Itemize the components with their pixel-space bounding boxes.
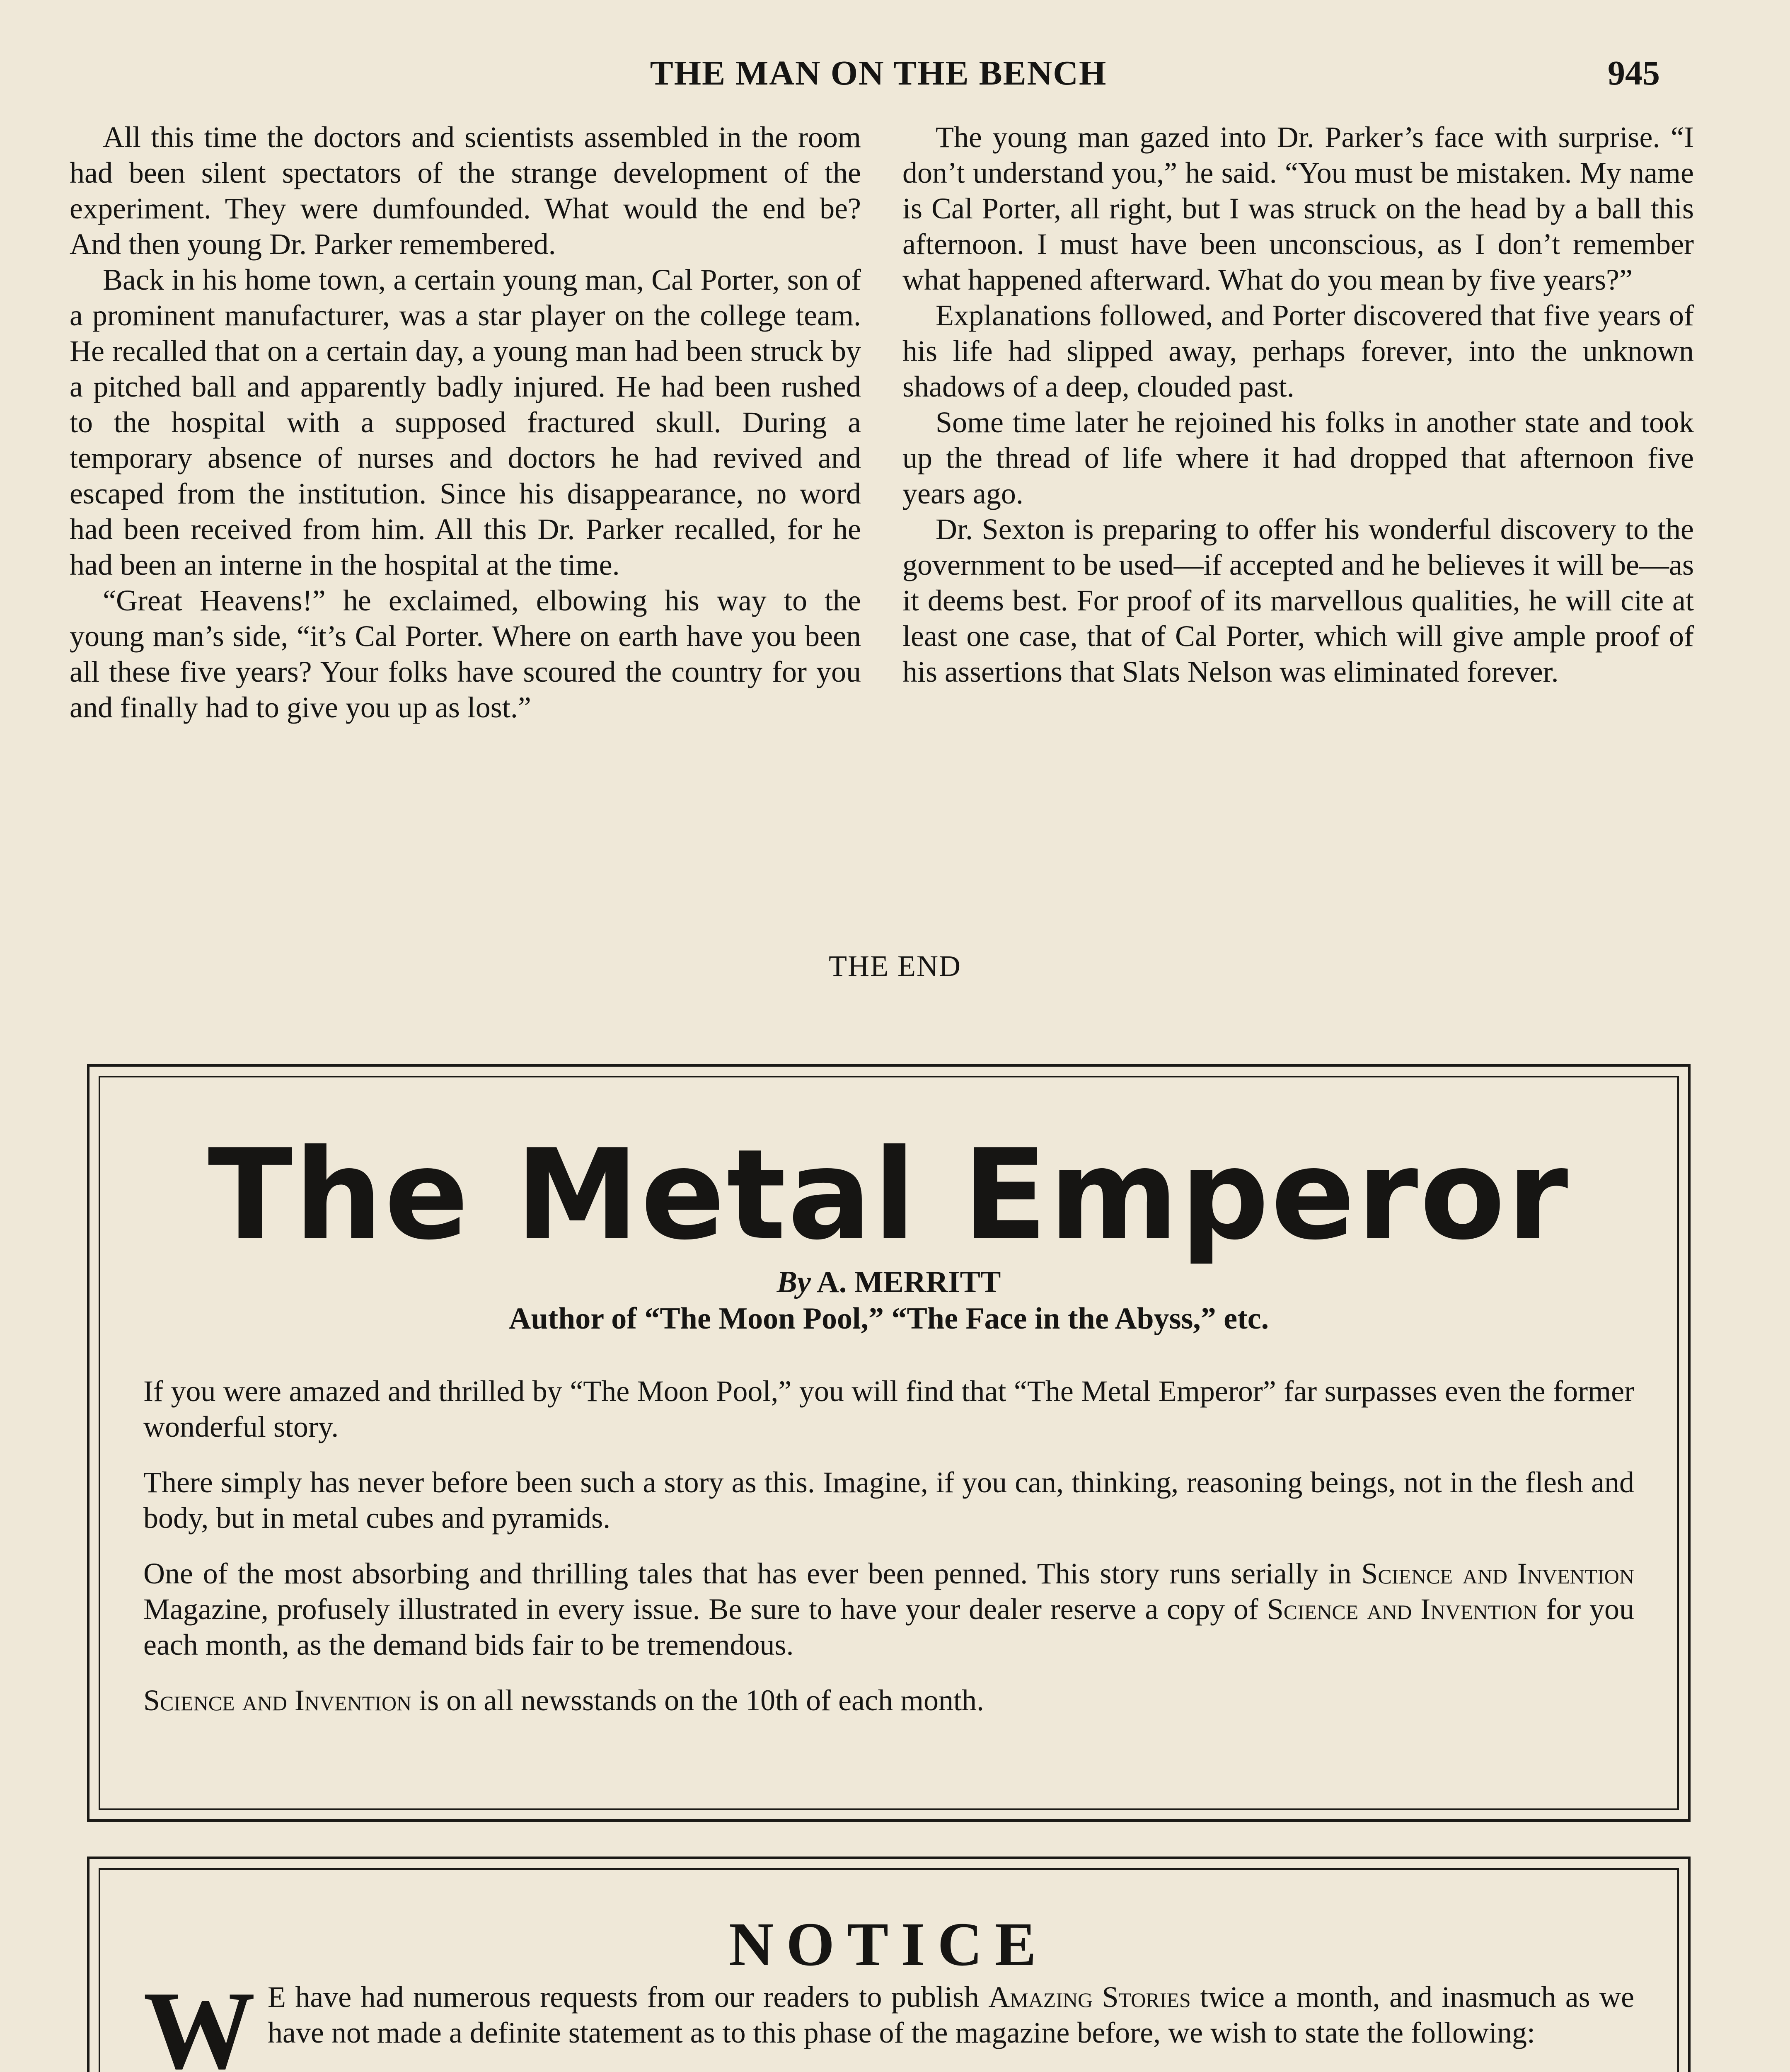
story-paragraph: Back in his home town, a certain young man, Cal Porter, son of a prominent manufacturer, was a star player on the college team. He recalled that on a certain day, a young man had been struck by a pitched ball and apparently badly injured. He had been rushed to the hospital with a supposed fractured skull. During a temporary absence of nurses and doctors he had revived and escaped from the institution. Since his disappearance, no word had been received from him. All this Dr. Parker recalled, for he had been an interne in the hospital at the time. <box>70 263 861 581</box>
metal-emperor-advert <box>87 1064 1691 1822</box>
magazine-name: Amazing Stories <box>988 1980 1191 2014</box>
text-run: Magazine, profusely illustrated in every issue. Be sure to have your dealer reserve a copy of <box>143 1593 1258 1626</box>
text-run: twice a month, and inasmuch as we have not made a definite statement as to this phase of the magazine before, we wish to state the following: <box>268 1980 1635 2049</box>
notice-body <box>143 1968 1635 2072</box>
magazine-name: Science and Invention <box>1267 1593 1538 1626</box>
notice-paragraph <box>143 2070 1634 2072</box>
advert-author-of: Author of “The Moon Pool,” “The Face in the Abyss,” etc. <box>508 1302 1269 1336</box>
story-paragraph: The young man gazed into Dr. Parker’s face with surprise. “I don’t understand you,” he said. “You must be mistaken. My name is Cal Porter, all right, but I was struck on the head by a ball this afternoon. I must have been unconscious, as I don’t remember what happened afterward. What do you mean by five years?” <box>902 121 1694 296</box>
editor-notice <box>87 1857 1691 2072</box>
running-head-title: THE MAN ON THE BENCH <box>650 54 1107 92</box>
text-run: is on all newsstands on the 10th of each month. <box>419 1684 984 1717</box>
running-head <box>0 53 1790 99</box>
advert-headline: The Metal Emperor <box>208 1123 1570 1267</box>
text-run: One of the most absorbing and thrilling tales that has ever been penned. This story runs serially in <box>143 1557 1352 1590</box>
magazine-name: Science and Invention <box>143 1684 412 1717</box>
advert-body <box>143 1373 1634 1738</box>
byline-author: A. MERRITT <box>817 1265 1001 1299</box>
advert-paragraph <box>143 1682 1634 1718</box>
story-left-column <box>70 119 861 725</box>
story-paragraph: “Great Heavens!” he exclaimed, elbowing his way to the young man’s side, “it’s Cal Porter. Where on earth have you been all these five years? Your folks have scoured the country for you and finally had to give you up as lost.” <box>70 584 861 724</box>
magazine-name: Science and Invention <box>1361 1557 1634 1590</box>
notice-heading: NOTICE <box>729 1910 1049 1979</box>
story-right-column <box>902 119 1694 690</box>
byline-by: By <box>776 1265 811 1299</box>
text-run: for you each month, as the demand bids fair to be tremendous. <box>143 1593 1634 1661</box>
advert-paragraph: If you were amazed and thrilled by “The Moon Pool,” you will find that “The Metal Emperor” far surpasses even the former wonderful story. <box>143 1375 1634 1443</box>
advert-byline <box>90 1265 1688 1300</box>
story-paragraph: Some time later he rejoined his folks in another state and took up the thread of life where it had dropped that afternoon five years ago. <box>902 406 1694 510</box>
story-paragraph: All this time the doctors and scientists assembled in the room had been silent spectators of the strange development of the experiment. They were dumfounded. What would the end be? And then young Dr. Parker remembered. <box>70 121 861 261</box>
advert-paragraph: There simply has never before been such a story as this. Imagine, if you can, thinking, reasoning beings, not in the flesh and body, but in metal cubes and pyramids. <box>143 1466 1634 1535</box>
the-end-marker: THE END <box>829 949 961 983</box>
text-run: E have had numerous requests from our readers to publish <box>268 1980 979 2014</box>
story-paragraph: Dr. Sexton is preparing to offer his wonderful discovery to the government to be used—if accepted and he believes it will be—as it deems best. For proof of its marvellous qualities, he will cite at least one case, that of Cal Porter, which will give ample proof of his assertions that Slats Nelson was eliminated forever. <box>902 513 1694 688</box>
advert-paragraph <box>143 1556 1634 1663</box>
notice-paragraph <box>143 1968 1635 2072</box>
drop-cap: W <box>143 1968 255 2072</box>
page-number: 945 <box>1608 54 1660 92</box>
story-paragraph: Explanations followed, and Porter discovered that five years of his life had slipped away, perhaps forever, into the unknown shadows of a deep, clouded past. <box>902 299 1694 403</box>
